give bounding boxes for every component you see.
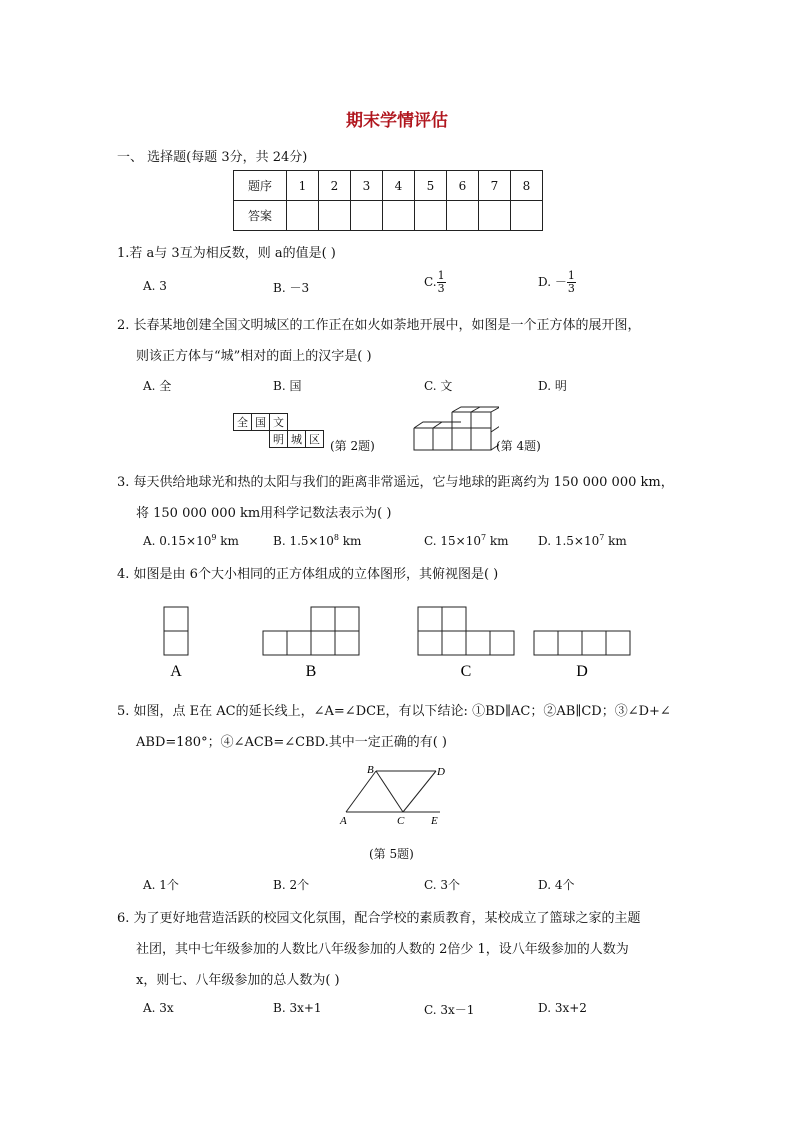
q1-option-d[interactable] xyxy=(538,270,576,295)
answer-table-label: 答案 xyxy=(234,201,287,231)
answer-table-number: 2 xyxy=(319,171,351,201)
option-unit: km xyxy=(338,534,362,548)
option-base: A. 0.15×10 xyxy=(143,534,212,548)
q3-option-a[interactable] xyxy=(143,533,239,548)
answer-table-number: 4 xyxy=(383,171,415,201)
page-title: 期末学情评估 xyxy=(346,111,448,131)
answer-table-answer-row xyxy=(234,201,543,231)
q2-option-a[interactable]: A. 全 xyxy=(143,379,172,393)
fig4-caption: (第 4题) xyxy=(496,439,541,453)
answer-cell[interactable] xyxy=(511,201,543,231)
q4-option-a[interactable]: A xyxy=(170,663,182,680)
point-label: D xyxy=(437,766,445,778)
answer-cell[interactable] xyxy=(287,201,319,231)
q1-option-c-prefix: C. xyxy=(424,275,437,289)
net-face: 国 xyxy=(252,414,270,431)
q2-option-b[interactable]: B. 国 xyxy=(273,379,302,393)
fraction-denominator: 3 xyxy=(437,282,445,295)
top-view-d-figure xyxy=(534,631,630,655)
cube-net-figure xyxy=(233,413,324,448)
q5-option-b[interactable]: B. 2个 xyxy=(273,878,310,892)
fraction-numerator: 1 xyxy=(437,269,445,282)
q5-line1: 5. 如图，点 E在 AC的延长线上，∠A=∠DCE，有以下结论: ①BD∥AC；②AB∥CD；③∠D+∠ xyxy=(117,704,671,719)
option-base: D. 1.5×10 xyxy=(538,534,600,548)
answer-table-number: 6 xyxy=(447,171,479,201)
q5-line2: ABD=180°；④∠ACB=∠CBD.其中一定正确的有( ) xyxy=(136,735,448,750)
answer-cell[interactable] xyxy=(351,201,383,231)
q6-line3: x，则七、八年级参加的总人数为( ) xyxy=(136,973,340,988)
q2-line2: 则该正方体与“城”相对的面上的汉字是( ) xyxy=(136,349,372,364)
section-heading: 一、 选择题(每题 3分，共 24分) xyxy=(117,150,308,165)
answer-cell[interactable] xyxy=(447,201,479,231)
q6-line1: 6. 为了更好地营造活跃的校园文化氛围，配合学校的素质教育，某校成立了篮球之家的主题 xyxy=(117,911,641,926)
q6-option-a[interactable]: A. 3x xyxy=(143,1001,174,1015)
option-base: C. 15×10 xyxy=(424,534,481,548)
q1-option-d-prefix: D. － xyxy=(538,275,567,289)
q1-option-c-fraction xyxy=(437,270,446,295)
top-view-b-figure xyxy=(263,607,359,655)
option-unit: km xyxy=(486,534,509,548)
q1-option-a[interactable]: A. 3 xyxy=(143,279,167,293)
fraction-numerator: 1 xyxy=(567,269,575,282)
q2-option-c[interactable]: C. 文 xyxy=(424,379,453,393)
q6-option-d[interactable]: D. 3x+2 xyxy=(538,1001,587,1015)
q4-solid-figure xyxy=(413,406,499,452)
q5-option-d[interactable]: D. 4个 xyxy=(538,878,575,892)
point-label: A xyxy=(340,815,347,827)
fig5-caption: (第 5题) xyxy=(369,847,414,861)
q5-option-c[interactable]: C. 3个 xyxy=(424,878,461,892)
option-unit: km xyxy=(604,534,627,548)
top-view-c-figure xyxy=(418,607,514,655)
q1-stem: 1.若 a与 3互为相反数，则 a的值是( ) xyxy=(117,246,336,261)
answer-table-number: 7 xyxy=(479,171,511,201)
q2-line1: 2. 长春某地创建全国文明城区的工作正在如火如荼地开展中，如图是一个正方体的展开图， xyxy=(117,318,641,333)
answer-table-header-row xyxy=(234,171,543,201)
q3-option-b[interactable] xyxy=(273,533,361,548)
q3-line2: 将 150 000 000 km用科学记数法表示为( ) xyxy=(136,506,392,521)
net-face: 明 xyxy=(270,431,288,448)
answer-table-number: 5 xyxy=(415,171,447,201)
q6-option-b[interactable]: B. 3x+1 xyxy=(273,1001,322,1015)
answer-cell[interactable] xyxy=(319,201,351,231)
q1-option-b[interactable]: B. －3 xyxy=(273,281,310,295)
answer-table-number: 1 xyxy=(287,171,319,201)
q4-option-c[interactable]: C xyxy=(460,663,472,680)
option-exponent: 7 xyxy=(480,533,487,542)
option-exponent: 9 xyxy=(211,533,217,542)
q4-option-d[interactable]: D xyxy=(576,663,588,680)
option-base: B. 1.5×10 xyxy=(273,534,334,548)
answer-cell[interactable] xyxy=(479,201,511,231)
fraction-denominator: 3 xyxy=(567,282,575,295)
q1-option-d-fraction xyxy=(567,270,576,295)
answer-cell[interactable] xyxy=(415,201,447,231)
option-exponent: 8 xyxy=(333,533,339,542)
point-label: E xyxy=(431,815,438,827)
answer-table-number: 3 xyxy=(351,171,383,201)
point-label: C xyxy=(397,815,405,827)
net-face: 城 xyxy=(288,431,306,448)
q5-option-a[interactable]: A. 1个 xyxy=(143,878,179,892)
top-view-a-figure xyxy=(164,607,188,655)
q5-geometry-figure xyxy=(336,760,448,828)
point-label: B xyxy=(367,764,374,776)
q6-option-c[interactable]: C. 3x－1 xyxy=(424,1003,475,1017)
net-face: 区 xyxy=(306,431,324,448)
q1-option-c[interactable] xyxy=(424,270,446,295)
q6-line2: 社团，其中七年级参加的人数比八年级参加的人数的 2倍少 1，设八年级参加的人数为 xyxy=(136,942,629,957)
q2-option-d[interactable]: D. 明 xyxy=(538,379,567,393)
answer-cell[interactable] xyxy=(383,201,415,231)
option-exponent: 7 xyxy=(599,533,605,542)
answer-table xyxy=(233,170,543,231)
q3-option-d[interactable] xyxy=(538,533,627,548)
q4-stem: 4. 如图是由 6个大小相同的正方体组成的立体图形，其俯视图是( ) xyxy=(117,567,499,582)
q4-option-b[interactable]: B xyxy=(305,663,317,680)
answer-table-number: 8 xyxy=(511,171,543,201)
q3-option-c[interactable] xyxy=(424,533,509,548)
option-unit: km xyxy=(216,534,239,548)
q4-top-view-options xyxy=(160,603,640,683)
net-face: 全 xyxy=(234,414,252,431)
q3-line1: 3. 每天供给地球光和热的太阳与我们的距离非常遥远，它与地球的距离约为 150 000 000 km， xyxy=(117,475,674,490)
answer-table-label: 题序 xyxy=(234,171,287,201)
net-face: 文 xyxy=(270,414,288,431)
fig2-caption: (第 2题) xyxy=(330,439,375,453)
